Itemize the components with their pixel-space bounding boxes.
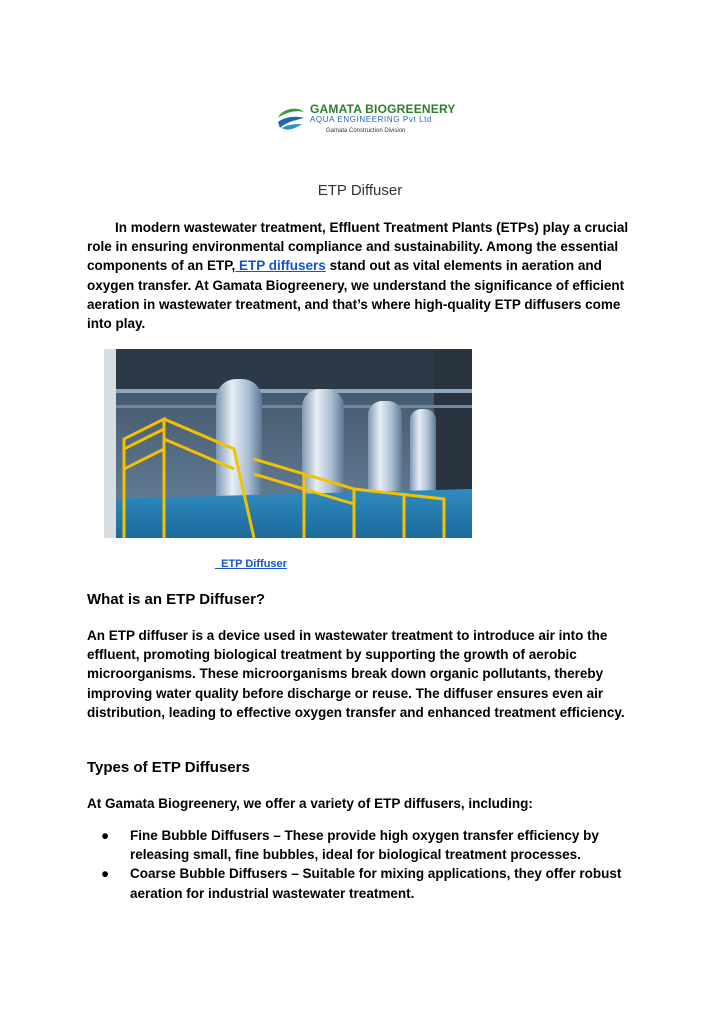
company-logo [276, 102, 456, 140]
etp-plant-image [104, 349, 472, 538]
section-heading-types: Types of ETP Diffusers [87, 759, 250, 776]
section-heading-what: What is an ETP Diffuser? [87, 591, 266, 608]
section-body-what: An ETP diffuser is a device used in wastewater treatment to introduce air into the effluent, promoting biological treatment by supporting the growth of aerobic microorganisms. These microorganisms break down organic pollutants, thereby improving water quality before discharge or reuse. The diffuser ensures even air distribution, leading to effective oxygen transfer and enhanced treatment efficiency. [87, 628, 625, 720]
logo-emblem-icon [276, 104, 306, 134]
image-caption-link[interactable]: ETP Diffuser [215, 558, 287, 570]
list-item-text: Fine Bubble Diffusers – These provide high oxygen transfer efficiency by releasing small, fine bubbles, ideal for biological treatment processes. [130, 828, 599, 863]
logo-subtitle: AQUA ENGINEERING Pvt Ltd [310, 115, 432, 124]
logo-division: Gamata Construction Division [326, 128, 406, 134]
list-item [87, 826, 647, 864]
list-item-text: Coarse Bubble Diffusers – Suitable for mixing applications, they offer robust aeration for industrial wastewater treatment. [130, 866, 622, 901]
list-item [87, 864, 647, 902]
section-intro-types: At Gamata Biogreenery, we offer a variety of ETP diffusers, including: [87, 796, 533, 811]
diffuser-types-list [87, 826, 647, 903]
intro-text-before: In modern wastewater treatment, Effluent Treatment Plants (ETPs) play a crucial role in ensuring environmental compliance and sustainability. Among the essential components of an ETP, [87, 220, 629, 274]
document-title: ETP Diffuser [317, 182, 403, 199]
bullet-icon: ● [101, 828, 110, 843]
bullet-icon: ● [101, 866, 110, 882]
logo-title: GAMATA BIOGREENERY [310, 102, 456, 116]
intro-paragraph [87, 218, 647, 333]
intro-text-after: stand out as vital elements in aeration and oxygen transfer. At Gamata Biogreenery, we understand the significance of efficient aeration in wastewater treatment, and that’s where high-quality ETP diffusers come into play. [87, 258, 625, 332]
etp-diffusers-link[interactable]: ETP diffusers [235, 258, 326, 274]
